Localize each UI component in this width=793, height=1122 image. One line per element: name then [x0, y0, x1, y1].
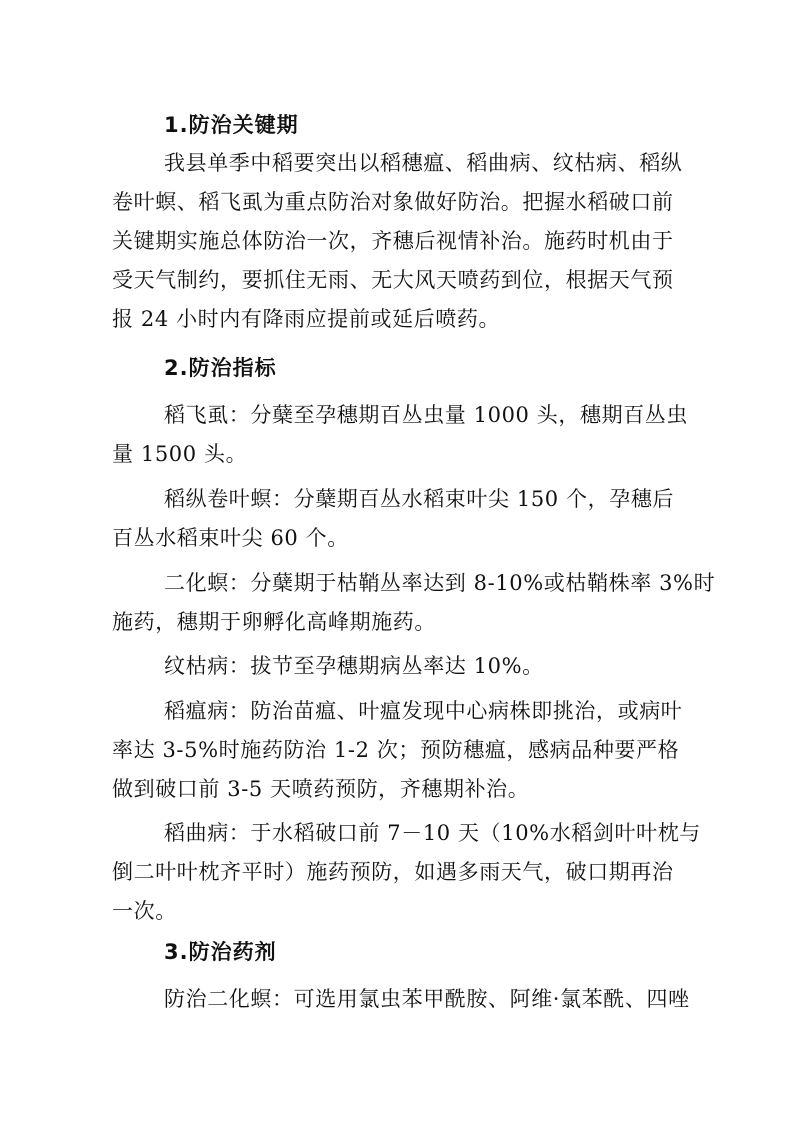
paragraph-line: 量 1500 头。 — [112, 442, 248, 466]
heading-key-period: 1.防治关键期 — [164, 113, 299, 137]
paragraph-line: 一次。 — [112, 899, 177, 923]
paragraph-line: 施药，穗期于卵孵化高峰期施药。 — [112, 610, 436, 634]
heading-indicators: 2.防治指标 — [164, 356, 277, 380]
paragraph-line: 关键期实施总体防治一次，齐穗后视情补治。施药时机由于 — [112, 229, 674, 253]
paragraph-line: 稻飞虱：分蘖至孕穗期百丛虫量 1000 头，穗期百丛虫 — [164, 403, 688, 427]
paragraph-line: 做到破口前 3-5 天喷药预防，齐穗期补治。 — [112, 777, 530, 801]
paragraph-line: 稻瘟病：防治苗瘟、叶瘟发现中心病株即挑治，或病叶 — [164, 699, 683, 723]
paragraph-line: 纹枯病：拔节至孕穗期病丛率达 10%。 — [164, 654, 544, 678]
paragraph-line: 稻曲病：于水稻破口前 7－10 天（10%水稻剑叶叶枕与 — [164, 821, 701, 845]
heading-pesticides: 3.防治药剂 — [164, 940, 277, 964]
paragraph-line: 倒二叶叶枕齐平时）施药预防，如遇多雨天气，破口期再治 — [112, 860, 674, 884]
paragraph-line: 受天气制约，要抓住无雨、无大风天喷药到位，根据天气预 — [112, 268, 674, 292]
paragraph-line: 报 24 小时内有降雨应提前或延后喷药。 — [112, 307, 501, 331]
paragraph-line: 防治二化螟：可选用氯虫苯甲酰胺、阿维·氯苯酰、四唑 — [164, 987, 690, 1011]
paragraph-line: 卷叶螟、稻飞虱为重点防治对象做好防治。把握水稻破口前 — [112, 190, 674, 214]
paragraph-line: 百丛水稻束叶尖 60 个。 — [112, 526, 349, 550]
paragraph-line: 率达 3-5%时施药防治 1-2 次；预防穗瘟，感病品种要严格 — [112, 738, 680, 762]
paragraph-line: 稻纵卷叶螟：分蘖期百丛水稻束叶尖 150 个，孕穗后 — [164, 487, 675, 511]
paragraph-line: 二化螟：分蘖期于枯鞘丛率达到 8-10%或枯鞘株率 3%时 — [164, 571, 716, 595]
paragraph-line: 我县单季中稻要突出以稻穗瘟、稻曲病、纹枯病、稻纵 — [164, 151, 683, 175]
